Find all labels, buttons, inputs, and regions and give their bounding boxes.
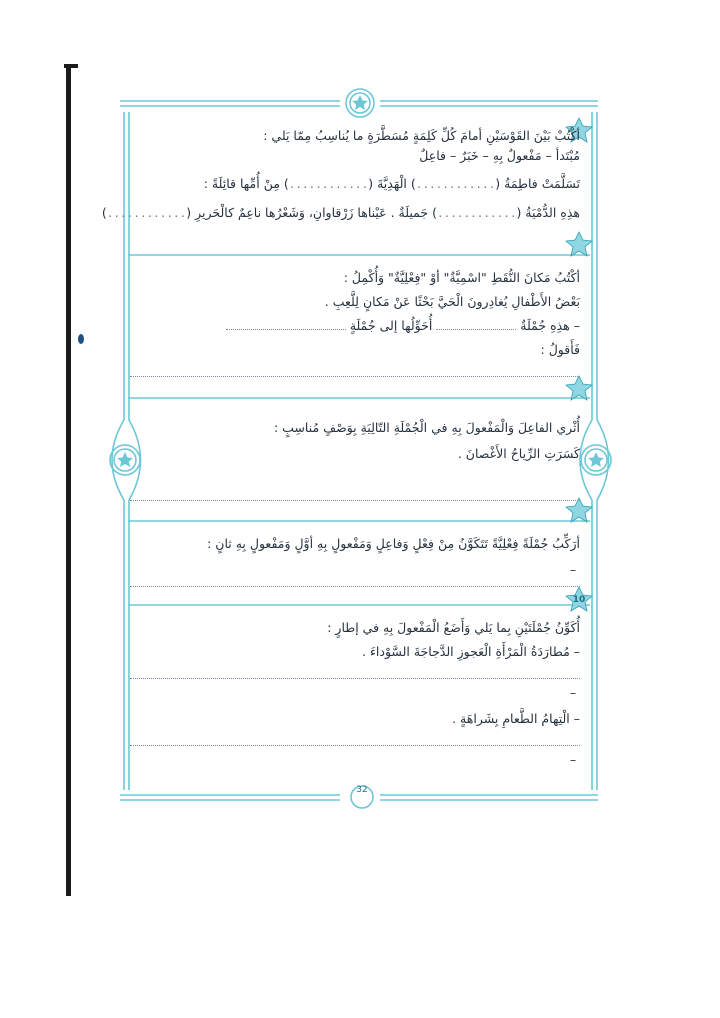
exercise-section-1 xyxy=(101,126,580,224)
exercise-instruction: أُكَوِّنُ جُمْلَتَيْنِ بِما يَلي وَأَضَعُ الْمَفْعولَ بِهِ في إطارٍ : xyxy=(327,620,580,635)
answer-line[interactable] xyxy=(130,362,580,377)
exercise-line: تَسَلَّمَتْ فاطِمَةُ (............) الْهَدِيَّةَ (............) مِنْ أُمِّها قائِلَةً : xyxy=(203,176,580,191)
answer-blank[interactable] xyxy=(226,329,346,330)
exercise-line: – هذِهِ جُمْلَةٌ أُحَوِّلُها إلى جُمْلَةٍ xyxy=(130,316,580,336)
exercise-section-5 xyxy=(130,618,580,770)
exercise-line: هذِهِ الدُّمْيَةُ (............) جَميلَةٌ . عَيْناها زَرْقاوانِ، وَشَعْرُها ناعِمٌ كالْحَريرِ (............) xyxy=(101,205,580,220)
exercise-sentence: بَعْضُ الأَطْفالِ يُغادِرونَ الْحَيَّ بَحْثًا عَنْ مَكانٍ لِلَّعِبِ . xyxy=(324,294,580,309)
page-number: 32 xyxy=(356,785,368,795)
exercise-instruction: أكْتُبُ مَكانَ النُّقَطِ "اسْمِيَّةٌ" أوْ "فِعْلِيَّةٌ" وَأُكْمِلُ : xyxy=(343,270,580,285)
exercise-instruction: أُثْري الفاعِلَ وَالْمَفْعولَ بِهِ في الْجُمْلَةِ التّالِيَةِ بِوَصْفٍ مُناسِبٍ : xyxy=(273,420,580,435)
answer-blank[interactable] xyxy=(436,329,516,330)
exercise-line: – xyxy=(569,562,577,577)
exercise-item: – الْتِهامُ الطَّعامِ بِشَراهَةٍ . xyxy=(452,711,580,726)
exercise-instruction: أرَكِّبُ جُمْلَةً فِعْلِيَّةً تَتَكَوَّنُ مِنْ فِعْلٍ وَفاعِلٍ وَمَفْعولٍ بِهِ أوَّلٍ وَمَفْعولٍ بِهِ ثانٍ : xyxy=(207,536,580,551)
exercise-line: – xyxy=(569,685,577,700)
exercise-sentence: كَسَرَتِ الرِّياحُ الأَغْصانَ . xyxy=(457,446,580,461)
answer-line[interactable] xyxy=(130,486,580,501)
exercise-section-3 xyxy=(130,418,580,505)
exercise-section-2 xyxy=(130,268,580,381)
exercise-instruction: أكْتُبْ بَيْنَ القَوْسَيْنِ أمامَ كُلِّ كَلِمَةٍ مُسَطَّرَةٍ ما يُناسِبُ مِمّا يَلي : xyxy=(263,128,580,143)
answer-line[interactable] xyxy=(130,731,580,746)
exercise-line: – xyxy=(569,752,577,767)
answer-line[interactable] xyxy=(130,664,580,679)
section-number: 10 xyxy=(572,595,586,605)
word-choices: مُبْتَدأ – مَفْعولٌ بِهِ – خَبَرٌ – فاعِلٌ xyxy=(419,148,580,163)
exercise-item: – مُطارَدَةُ الْمَرْأَةِ الْعَجوزِ الدَّجاجَةَ السَّوْداءَ . xyxy=(362,644,580,659)
answer-line[interactable] xyxy=(130,572,580,587)
exercise-section-4 xyxy=(130,534,580,591)
exercise-line: فَأَقولُ : xyxy=(540,342,580,357)
